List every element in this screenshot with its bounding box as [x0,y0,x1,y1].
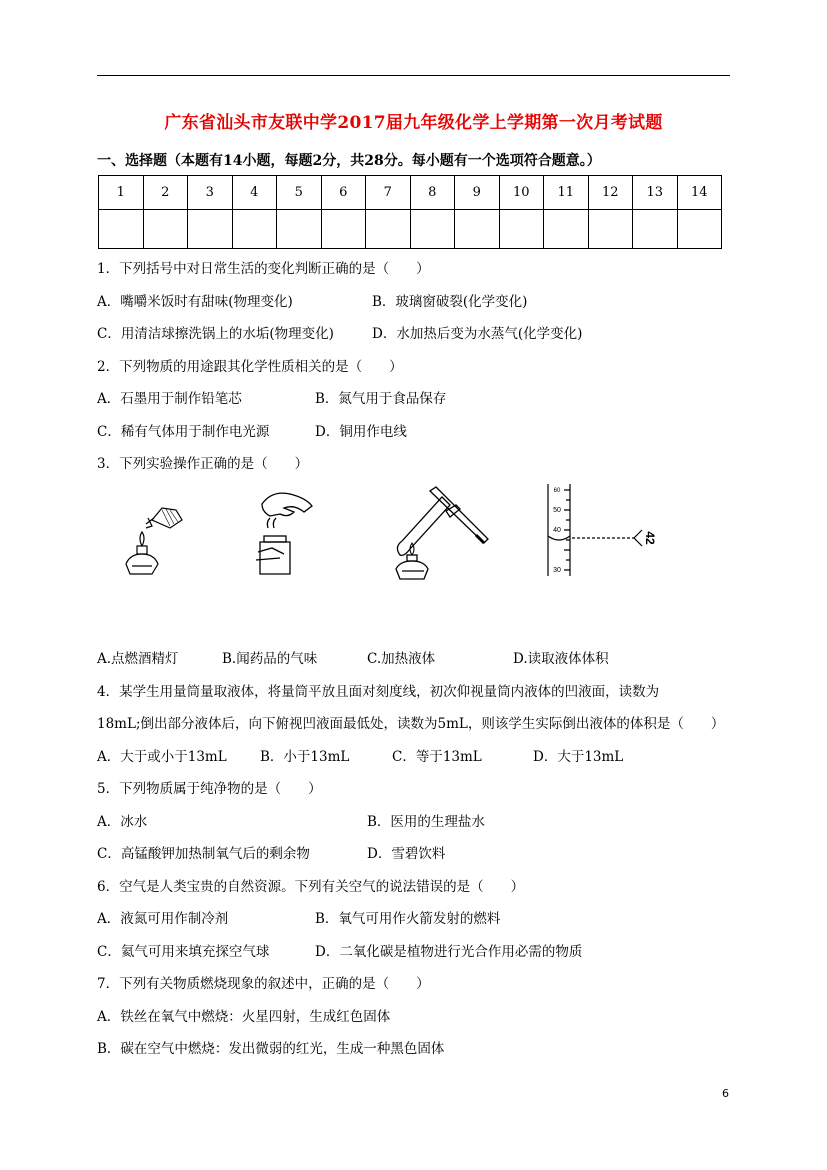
q5-option-b: B．医用的生理盐水 [367,814,485,830]
answer-number-cell: 13 [633,176,678,210]
q5-option-c: C．高锰酸钾加热制氧气后的剩余物 [97,846,310,862]
q1-stem: 1．下列括号中对日常生活的变化判断正确的是（ ） [97,261,430,277]
q2-option-d: D．铜用作电线 [315,424,407,440]
q1-option-b: B．玻璃窗破裂(化学变化) [372,294,528,310]
answer-blank-cell[interactable] [455,210,500,249]
header-rule [97,75,730,76]
q4-stem-line1: 4．某学生用量筒量取液体，将量筒平放且面对刻度线，初次仰视量筒内液体的凹液面，读数为 [97,684,660,700]
answer-blank-cell[interactable] [677,210,722,249]
answer-blank-cell[interactable] [366,210,411,249]
graduated-cylinder-figure [538,480,668,580]
answer-number-cell: 5 [277,176,322,210]
answer-number-cell: 3 [188,176,233,210]
answer-number-cell: 10 [499,176,544,210]
q4-option-c: C．等于13mL [392,749,482,765]
q6-stem: 6．空气是人类宝贵的自然资源。下列有关空气的说法错误的是（ ） [97,879,525,895]
answer-blank-cell[interactable] [544,210,589,249]
cylinder-tick-30: 30 [553,567,561,574]
q7-option-b: B．碳在空气中燃烧：发出微弱的红光，生成一种黑色固体 [97,1041,445,1057]
q3-option-c: C.加热液体 [367,651,436,667]
q2-option-a: A．石墨用于制作铅笔芯 [97,391,242,407]
alcohol-lamp-lighting-figure [118,498,198,578]
answer-blank-cell[interactable] [188,210,233,249]
q4-stem-line2: 18mL;倒出部分液体后，向下俯视凹液面最低处，读数为5mL，则该学生实际倒出液体的体积是（ ） [97,716,725,732]
answer-blank-cell[interactable] [410,210,455,249]
answer-number-cell: 9 [455,176,500,210]
q5-option-d: D．雪碧饮料 [367,846,446,862]
q3-option-d: D.读取液体体积 [513,651,609,667]
answer-blank-cell[interactable] [321,210,366,249]
q6-option-d: D．二氧化碳是植物进行光合作用必需的物质 [315,944,583,960]
answer-number-cell: 14 [677,176,722,210]
page-title: 广东省汕头市友联中学2017届九年级化学上学期第一次月考试题 [164,113,663,133]
answer-number-cell: 1 [99,176,144,210]
answer-number-cell: 7 [366,176,411,210]
answer-table [98,175,722,249]
q6-option-b: B．氧气可用作火箭发射的燃料 [315,911,501,927]
section-heading: 一、选择题（本题有14小题，每题2分，共28分。每小题有一个选项符合题意。） [97,153,601,169]
q4-option-b: B．小于13mL [260,749,350,765]
q3-stem: 3．下列实验操作正确的是（ ） [97,456,309,472]
q1-option-d: D．水加热后变为水蒸气(化学变化) [372,326,583,342]
q7-option-a: A．铁丝在氧气中燃烧：火星四射，生成红色固体 [97,1009,391,1025]
answer-blank-cell[interactable] [232,210,277,249]
q6-option-a: A．液氮可用作制冷剂 [97,911,229,927]
q2-stem: 2．下列物质的用途跟其化学性质相关的是（ ） [97,359,403,375]
answer-number-cell: 6 [321,176,366,210]
q4-option-a: A．大于或小于13mL [97,749,227,765]
answer-blank-cell[interactable] [277,210,322,249]
q5-option-a: A．冰水 [97,814,148,830]
smelling-chemicals-figure [250,486,320,581]
answer-blank-cell[interactable] [499,210,544,249]
cylinder-tick-60: 60 [553,488,561,494]
q6-option-c: C．氦气可用来填充探空气球 [97,944,270,960]
q1-option-c: C．用清洁球擦洗锅上的水垢(物理变化) [97,326,334,342]
q3-option-b: B.闻药品的气味 [222,651,318,667]
answer-number-cell: 2 [143,176,188,210]
answer-blank-cell[interactable] [588,210,633,249]
q3-option-a: A.点燃酒精灯 [97,651,179,667]
q1-option-a: A．嘴嚼米饭时有甜味(物理变化) [97,294,293,310]
q4-option-d: D．大于13mL [533,749,624,765]
q7-stem: 7．下列有关物质燃烧现象的叙述中，正确的是（ ） [97,976,430,992]
answer-number-cell: 8 [410,176,455,210]
answer-blank-cell[interactable] [99,210,144,249]
answer-blank-cell[interactable] [633,210,678,249]
q5-stem: 5．下列物质属于纯净物的是（ ） [97,781,322,797]
answer-number-cell: 12 [588,176,633,210]
cylinder-tick-40: 40 [553,527,561,534]
heating-liquid-figure [384,483,499,581]
cylinder-tick-50: 50 [553,507,561,514]
answer-number-cell: 4 [232,176,277,210]
eye-symbol: 42 [643,531,657,545]
answer-number-cell: 11 [544,176,589,210]
page-number: 6 [722,1087,729,1100]
answer-blank-cell[interactable] [143,210,188,249]
q2-option-b: B．氮气用于食品保存 [315,391,447,407]
q2-option-c: C．稀有气体用于制作电光源 [97,424,270,440]
